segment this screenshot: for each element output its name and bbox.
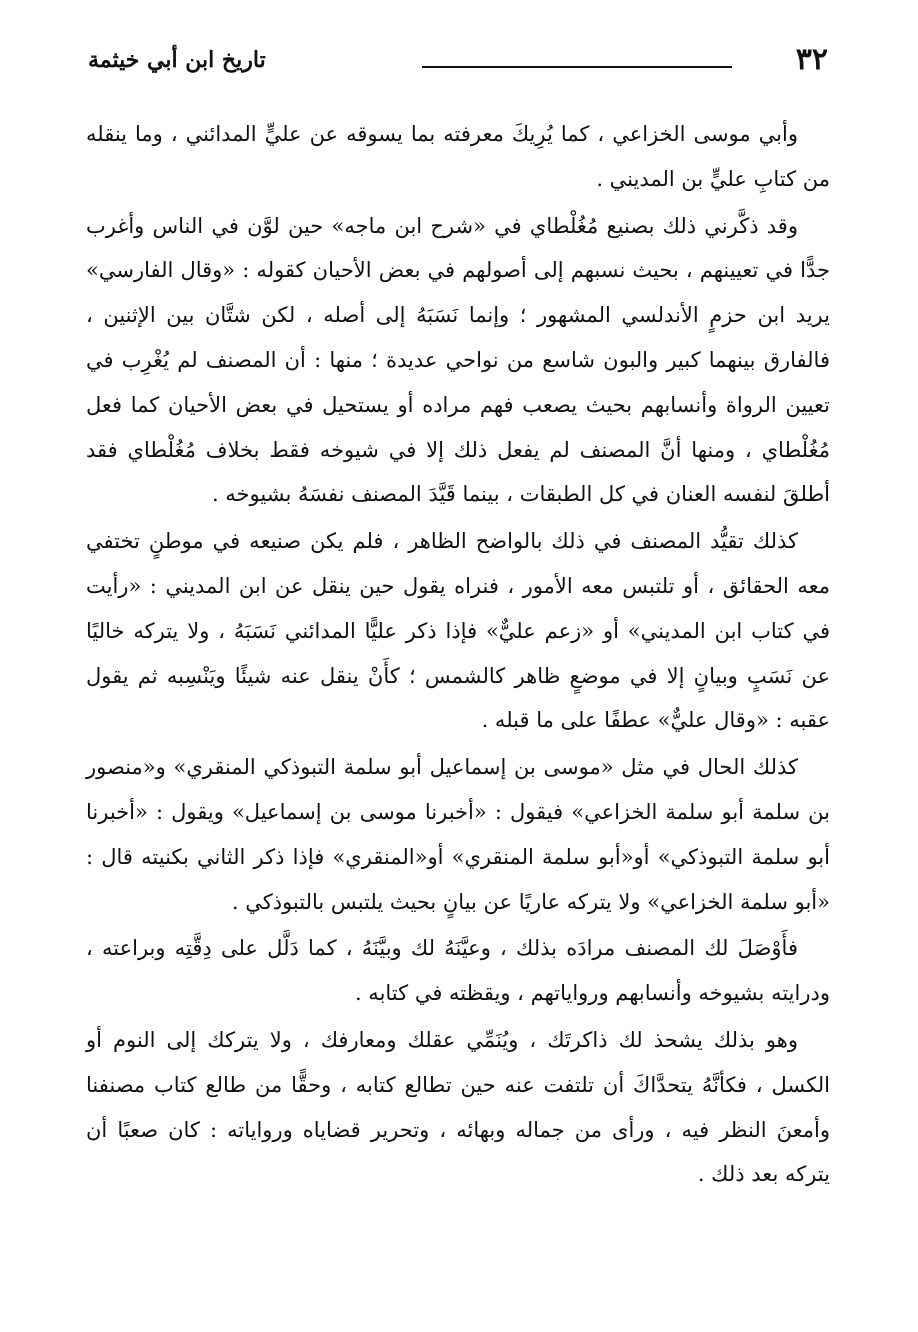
page-header [88, 42, 828, 90]
paragraph-4: كذلك الحال في مثل «موسى بن إسماعيل أبو سلمة التبوذكي المنقري» و«منصور بن سلمة أبو سلمة الخزاعي» فيقول : «أخبرنا موسى بن إسماعيل» ويقول : «أخبرنا أبو سلمة التبوذكي» أو«أبو سلمة المنقري» أو«المنقري» فإذا ذكر الثاني بكنيته قال : «أبو سلمة الخزاعي» ولا يتركه عاريًا عن بيانٍ بحيث يلتبس بالتبوذكي . [86, 755, 830, 914]
paragraph-3: كذلك تقيُّد المصنف في ذلك بالواضح الظاهر ، فلم يكن صنيعه في موطنٍ تختفي معه الحقائق ، أو تلتبس معه الأمور ، فنراه يقول حين ينقل عن ابن المديني : «رأيت في كتاب ابن المديني» أو «زعم عليٌّ» فإذا ذكر عليًّا المدائني نَسَبَهُ ، ولا يتركه خاليًا عن نَسَبٍ وبيانٍ إلا في موضعٍ ظاهر كالشمس ؛ كأَنْ ينقل عنه شيئًا ويَنْسِبه ثم يقول عقبه : «وقال عليٌّ» عطفًا على ما قبله . [86, 529, 830, 733]
paragraph-6: وهو بذلك يشحذ لك ذاكرتَك ، ويُنَمِّي عقلك ومعارفك ، ولا يتركك إلى النوم أو الكسل ، فكأنَّهُ يتحدَّاكَ أن تلتفت عنه حين تطالع كتابه ، وحقًّا من طالع كتاب مصنفنا وأمعنَ النظر فيه ، ورأى من جماله وبهائه ، وتحرير قضاياه ورواياته : كان صعبًا أن يتركه بعد ذلك . [86, 1027, 830, 1187]
page-number: ٣٢ [795, 42, 828, 77]
running-title: تاريخ ابن أبي خيثمة [88, 47, 266, 73]
paragraph-5: فأَوْصَلَ لك المصنف مرادَه بذلك ، وعيَّنَهُ لك وبيَّنَهُ ، كما دَلَّل على دِقَّتِه وبراعته ، ودرايته بشيوخه وأنسابهم ورواياتهم ، ويقظته في كتابه . [86, 936, 830, 1006]
body-text [86, 112, 830, 1197]
paragraph-1: وأبي موسى الخزاعي ، كما يُرِيكَ معرفته بما يسوقه عن عليٍّ المدائني ، وما ينقله من كتابِ عليٍّ بن المديني . [86, 122, 830, 191]
paragraph-2: وقد ذكَّرني ذلك بصنيع مُغُلْطاي في «شرح ابن ماجه» حين لوَّن في الناس وأغرب جدًّا في تعيينهم ، بحيث نسبهم إلى أصولهم في بعض الأحيان كقوله : «وقال الفارسي» يريد ابن حزمٍ الأندلسي المشهور ؛ وإنما نَسَبَهُ إلى أصله ، لكن شتَّان بين الإثنين ، فالفارق بينهما كبير والبون شاسع من نواحي عديدة ؛ منها : أن المصنف لم يُغْرِب في تعيين الرواة وأنسابهم بحيث يصعب فهم مراده أو يستحيل في بعض الأحيان كما فعل مُغُلْطاي ، ومنها أنَّ المصنف لم يفعل ذلك إلا في شيوخه فقط بخلاف مُغُلْطاي فقد أطلقَ لنفسه العنان في كل الطبقات ، بينما قَيَّدَ المصنف نفسَهُ بشيوخه . [86, 213, 830, 507]
header-rule [422, 66, 732, 68]
